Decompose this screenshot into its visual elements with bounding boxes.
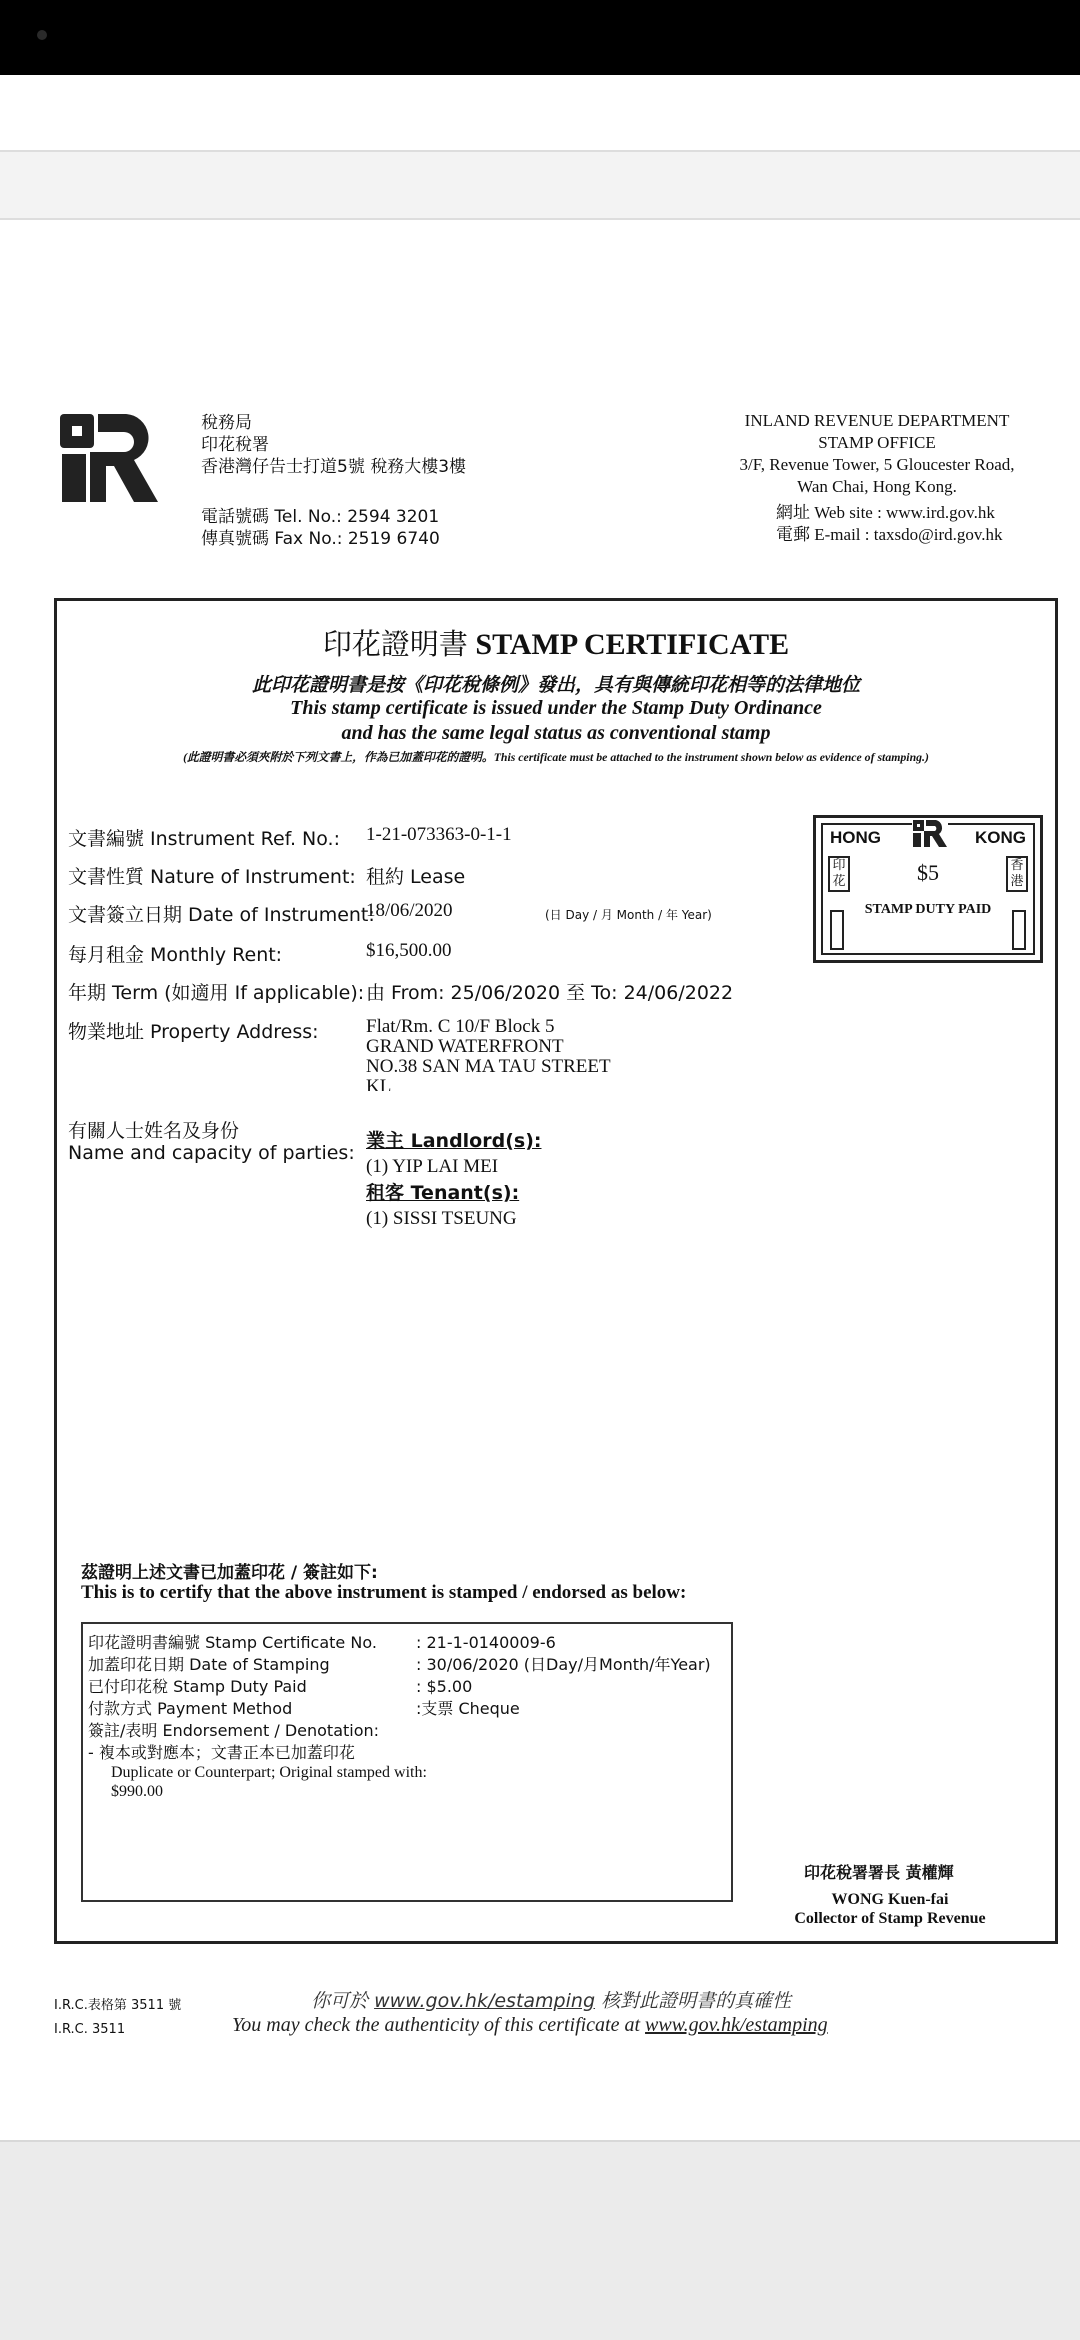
legal-zh: 此印花證明書是按《印花稅條例》發出，具有與傳統印花相等的法律地位 [251,674,860,696]
header-email[interactable]: 電郵 E-mail : taxsdo@ird.gov.hk [776,525,1003,544]
stamp-amount: $5 [917,860,939,885]
header-en [712,410,1042,498]
stamp-right-ornament [1012,910,1026,950]
check-en-pre: You may check the authenticity of this certificate at [232,2014,641,2036]
endorsement-line3: $990.00 [111,1783,163,1800]
detail-label-method: 付款方式 Payment Method [88,1699,293,1718]
signature-name: WONG Kuen-fai [831,1891,949,1908]
header-tel: 電話號碼 Tel. No.: 2594 3201 [201,507,440,527]
endorsement-text [111,1763,427,1801]
address-line-2: NO.38 SAN MA TAU STREET [366,1056,611,1077]
stamp-right-seal: 香港 [1006,856,1028,892]
signature-block [790,1890,990,1928]
endorsement-label: 簽註/表明 Endorsement / Denotation: [88,1721,380,1740]
stamp-kong: KONG [975,828,1026,847]
header-website[interactable]: 網址 Web site : www.ird.gov.hk [776,503,995,522]
tenant-name: (1) SISSI TSEUNG [366,1208,517,1229]
endorsement-line2: Duplicate or Counterpart; Original stamped with: [111,1764,427,1781]
field-nature-value: 租約 Lease [366,866,466,888]
detail-label-duty: 已付印花稅 Stamp Duty Paid [88,1677,307,1696]
field-date-value: 18/06/2020 [366,900,453,921]
header-en-addr2: Wan Chai, Hong Kong. [797,477,957,496]
header-contacts [201,506,440,550]
landlord-name: (1) YIP LAI MEI [366,1156,499,1177]
check-zh-post: 核對此證明書的真確性 [601,1990,792,2012]
form-number-zh: I.R.C.表格第 3511 號 [54,1998,182,2013]
property-address [366,1017,611,1091]
signature-title: Collector of Stamp Revenue [794,1910,986,1927]
field-rent-label: 每月租金 Monthly Rent: [68,944,283,966]
certify-en: This is to certify that the above instrument is stamped / endorsed as below: [81,1582,687,1603]
address-line-0: Flat/Rm. C 10/F Block 5 [366,1016,555,1037]
parties-label-zh: 有關人士姓名及身份 [68,1120,240,1142]
field-ref-value: 1-21-073363-0-1-1 [366,824,512,845]
field-term-value: 由 From: 25/06/2020 至 To: 24/06/2022 [366,982,734,1004]
header-en-dept: INLAND REVENUE DEPARTMENT [744,411,1010,430]
details-labels [88,1632,379,1764]
check-zh-pre: 你可於 [311,1990,369,2012]
camera-dot [37,30,47,40]
status-bar [0,0,1080,75]
details-values [416,1632,711,1720]
check-en-link[interactable]: www.gov.hk/estamping [645,2014,828,2036]
title-zh: 印花證明書 [322,627,468,661]
detail-label-date: 加蓋印花日期 Date of Stamping [88,1655,330,1674]
header-zh-address: 香港灣仔告士打道5號 稅務大樓3樓 [201,457,467,477]
header-en-office: STAMP OFFICE [818,433,936,452]
check-zh [311,1986,791,2013]
parties-label-en: Name and capacity of parties: [68,1142,355,1164]
stamp-paid-label: STAMP DUTY PAID [864,902,992,917]
parties-label [68,1120,355,1164]
field-rent-value: $16,500.00 [366,940,452,961]
stamp-ird-logo-icon [912,818,948,848]
landlord-heading: 業主 Landlord(s): [366,1130,542,1152]
detail-value-date: : 30/06/2020 (日Day/月Month/年Year) [416,1655,711,1674]
detail-value-cert-no: : 21-1-0140009-6 [416,1633,556,1652]
header-zh-office: 印花稅署 [201,435,269,455]
address-line-1: GRAND WATERFRONT [366,1036,564,1057]
ird-logo-icon [60,412,160,504]
parties-list [366,1128,541,1232]
detail-value-method: :支票 Cheque [416,1699,520,1718]
tenant-heading: 租客 Tenant(s): [366,1182,520,1204]
certificate-title [54,622,1058,663]
certify-zh: 茲證明上述文書已加蓋印花 / 簽註如下: [81,1563,378,1583]
field-ref-label: 文書編號 Instrument Ref. No.: [68,828,340,850]
header-zh [201,412,466,478]
title-en: STAMP CERTIFICATE [475,628,790,661]
signature-zh: 印花稅署署長 黃權輝 [804,1863,954,1882]
stamp-left-ornament [830,910,844,950]
detail-label-cert-no: 印花證明書編號 Stamp Certificate No. [88,1633,377,1652]
stamp-left-seal: 印花 [828,856,850,892]
top-strip-2 [0,152,1080,220]
field-address-label: 物業地址 Property Address: [68,1021,319,1043]
date-format-note: (日 Day / 月 Month / 年 Year) [545,908,712,922]
legal-en-2: and has the same legal status as conventional stamp [341,722,771,744]
endorsement-line1: - 複本或對應本；文書正本已加蓋印花 [88,1743,355,1762]
check-zh-link[interactable]: www.gov.hk/estamping [374,1990,596,2012]
header-web [776,502,1003,546]
address-line-3: KL [366,1077,392,1091]
header-zh-dept: 稅務局 [201,413,252,433]
attach-note: (此證明書必須夾附於下列文書上，作為已加蓋印花的證明。This certificate must be attached to the instrument shown below as evidence of stamping.) [183,750,929,764]
detail-value-duty: : $5.00 [416,1677,473,1696]
header-fax: 傳真號碼 Fax No.: 2519 6740 [201,529,440,549]
header-en-addr1: 3/F, Revenue Tower, 5 Gloucester Road, [739,455,1015,474]
form-number [54,1994,181,2042]
field-term-label: 年期 Term (如適用 If applicable): [68,982,365,1004]
check-en [232,2014,828,2037]
stamp-hong: HONG [830,828,881,847]
field-nature-label: 文書性質 Nature of Instrument: [68,866,356,888]
legal-en-1: This stamp certificate is issued under the Stamp Duty Ordinance [290,697,822,719]
top-strip [0,75,1080,152]
stamp-duty-paid-stamp [813,815,1043,963]
form-number-en: I.R.C. 3511 [54,2022,126,2037]
field-date-label: 文書簽立日期 Date of Instrument: [68,904,375,926]
